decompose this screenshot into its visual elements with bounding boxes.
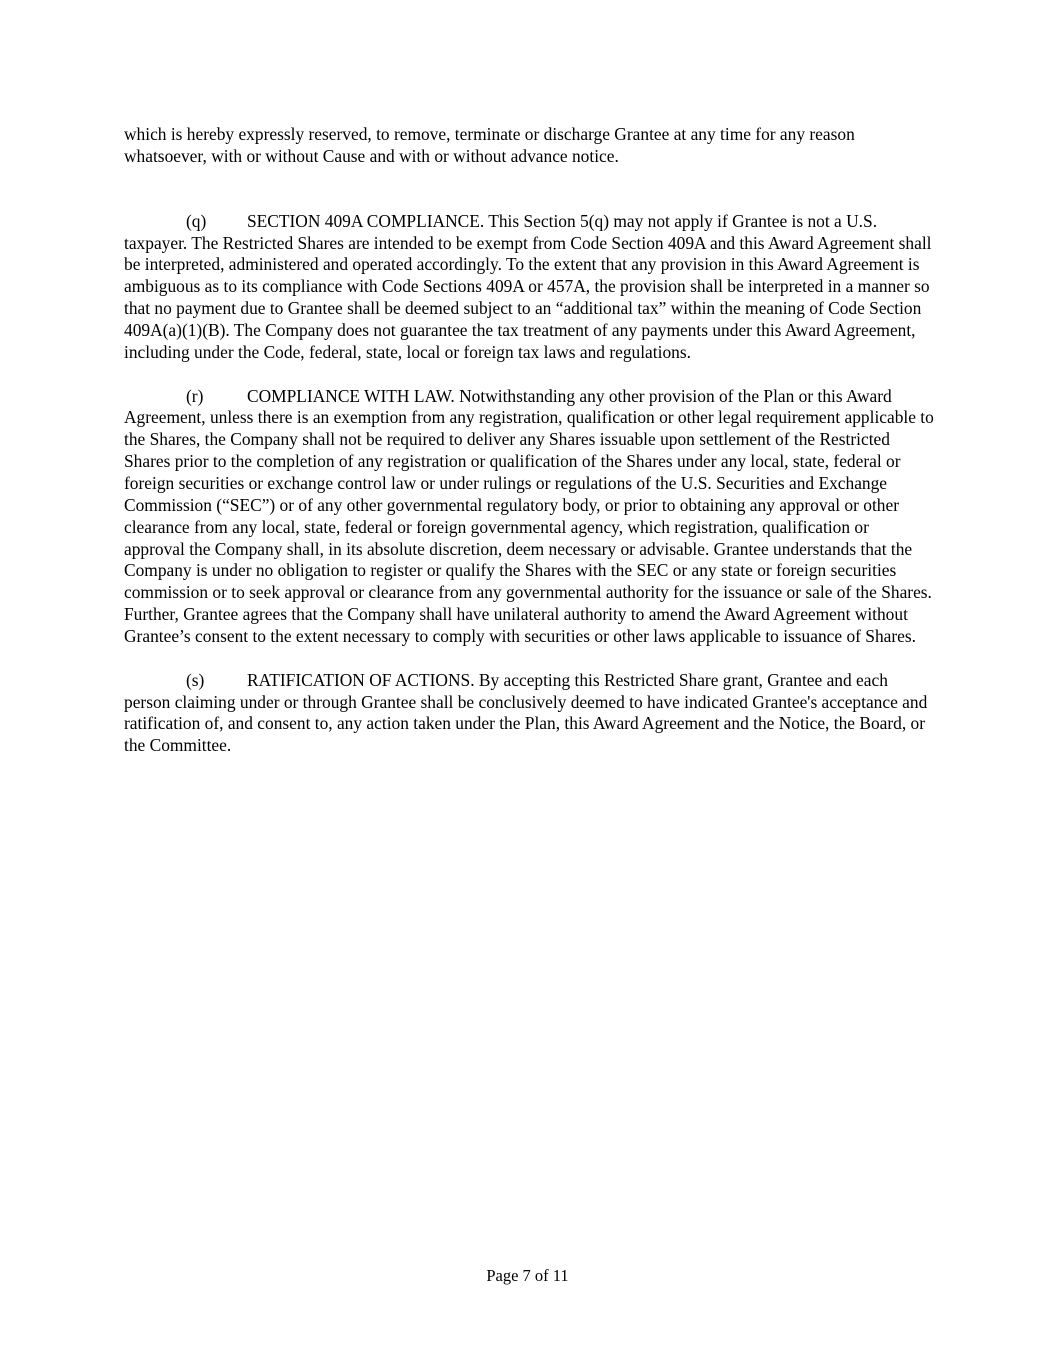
- section-q-label: (q): [186, 210, 207, 231]
- section-r-label: (r): [186, 385, 204, 406]
- section-s-paragraph: [124, 670, 934, 757]
- continuation-paragraph: which is hereby expressly reserved, to remove, terminate or discharge Grantee at any time for any reason whatsoever, with or without Cause and with or without advance notice.: [124, 124, 855, 166]
- page-number-footer: Page 7 of 11: [486, 1266, 569, 1285]
- section-r-paragraph: [124, 386, 934, 648]
- document-body: [124, 124, 934, 779]
- section-r-text: COMPLIANCE WITH LAW. Notwithstanding any other provision of the Plan or this Award Agreement, unless there is an exemption from any registration, qualification or other legal requirement applicable to the Shares, the Company shall not be required to deliver any Shares issuable upon settlement of the Restricted Shares prior to the completion of any registration or qualification of the Shares under any local, state, federal or foreign securities or exchange control law or under rulings or regulations of the U.S. Securities and Exchange Commission (“SEC”) or of any other governmental regulatory body, or prior to obtaining any approval or other clearance from any local, state, federal or foreign governmental agency, which registration, qualification or approval the Company shall, in its absolute discretion, deem necessary or advisable. Grantee understands that the Company is under no obligation to register or qualify the Shares with the SEC or any state or foreign securities commission or to seek approval or clearance from any governmental authority for the issuance or sale of the Shares. Further, Grantee agrees that the Company shall have unilateral authority to amend the Award Agreement without Grantee’s consent to the extent necessary to comply with securities or other laws applicable to issuance of Shares.: [124, 385, 934, 646]
- section-s-text: RATIFICATION OF ACTIONS. By accepting this Restricted Share grant, Grantee and each person claiming under or through Grantee shall be conclusively deemed to have indicated Grantee's acceptance and ratification of, and consent to, any action taken under the Plan, this Award Agreement and the Notice, the Board, or the Committee.: [124, 669, 928, 756]
- section-q-paragraph: [124, 211, 934, 364]
- section-q-text: SECTION 409A COMPLIANCE. This Section 5(q) may not apply if Grantee is not a U.S. taxpayer. The Restricted Shares are intended to be exempt from Code Section 409A and this Award Agreement shall be interpreted, administered and operated accordingly. To the extent that any provision in this Award Agreement is ambiguous as to its compliance with Code Sections 409A or 457A, the provision shall be interpreted in a manner so that no payment due to Grantee shall be deemed subject to an “additional tax” within the meaning of Code Section 409A(a)(1)(B). The Company does not guarantee the tax treatment of any payments under this Award Agreement, including under the Code, federal, state, local or foreign tax laws and regulations.: [124, 210, 932, 362]
- section-s-label: (s): [186, 669, 205, 690]
